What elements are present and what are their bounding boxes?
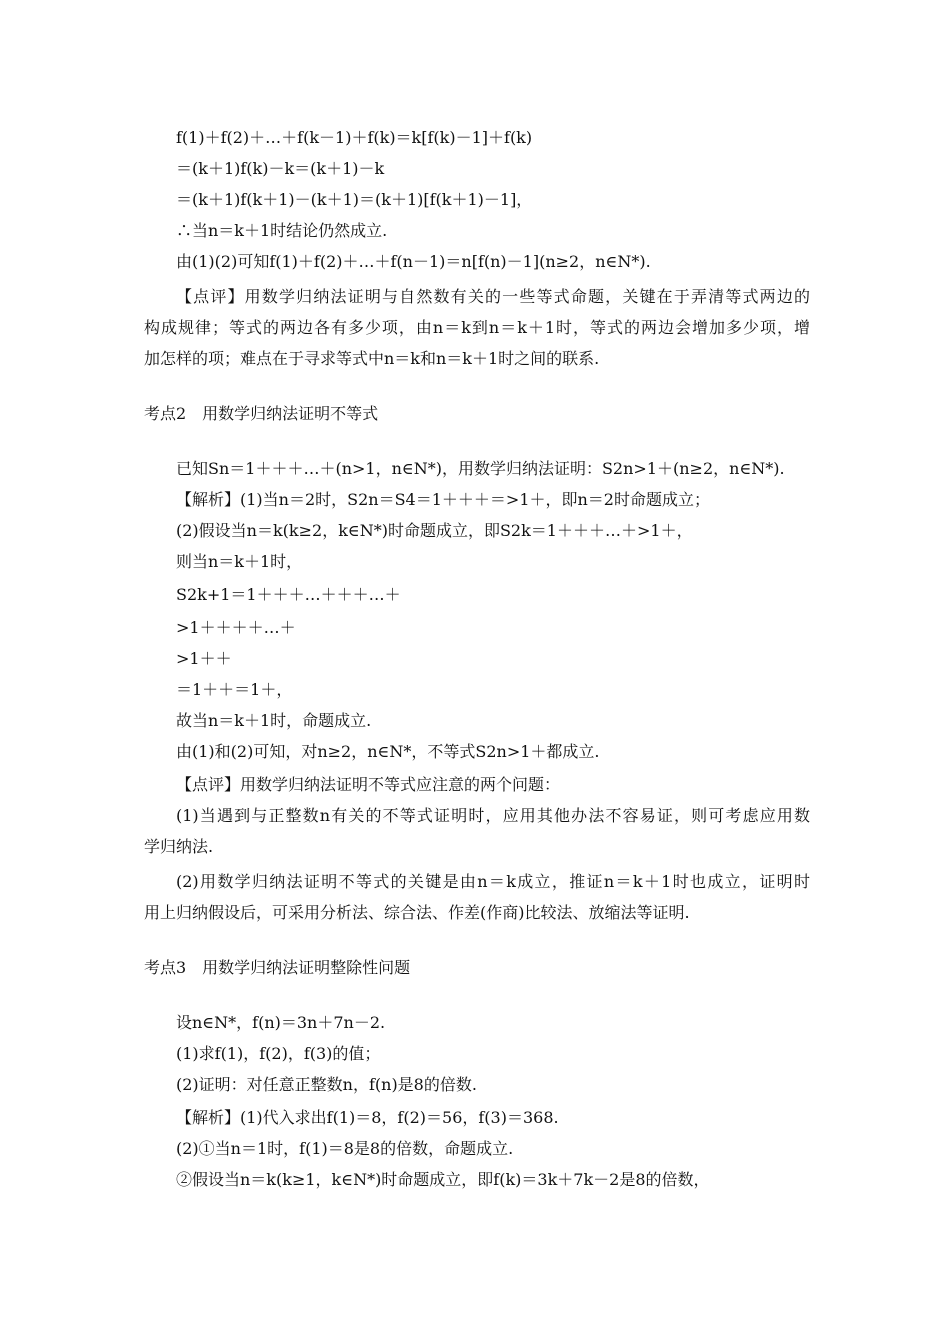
solution-line-7: ＝1＋＋＝1＋， [176, 680, 293, 699]
comment2-line-1: (1)当遇到与正整数n有关的不等式证明时，应用其他办法不容易证，则可考虑应用数 [176, 806, 810, 825]
comment-heading-2: 【点评】用数学归纳法证明不等式应注意的两个问题： [176, 775, 561, 794]
solution3-line-1: 【解析】(1)代入求出f(1)＝8，f(2)＝56，f(3)＝368. [176, 1108, 559, 1127]
solution-line-3: 则当n＝k＋1时， [176, 552, 303, 571]
solution3-line-2: (2)①当n＝1时，f(1)＝8是8的倍数，命题成立. [176, 1139, 514, 1158]
solution-line-5: >1＋＋＋＋…＋ [176, 618, 296, 637]
solution-line-2: (2)假设当n＝k(k≥2，k∈N*)时命题成立，即S2k＝1＋＋＋…＋>1＋， [176, 521, 693, 540]
section-heading-2: 考点2 用数学归纳法证明不等式 [144, 404, 379, 423]
problem3-part-1: (1)求f(1)，f(2)，f(3)的值； [176, 1044, 381, 1063]
solution3-line-3: ②假设当n＝k(k≥1，k∈N*)时命题成立，即f(k)＝3k＋7k－2是8的倍数， [176, 1170, 710, 1189]
problem-statement-3: 设n∈N*，f(n)＝3n＋7n－2. [176, 1013, 386, 1032]
solution-line-1: 【解析】(1)当n＝2时，S2n＝S4＝1＋＋＋＝>1＋，即n＝2时命题成立； [176, 490, 710, 509]
solution-line-4: S2k+1＝1＋＋＋…＋＋＋…＋ [176, 585, 401, 604]
comment-line-1: 【点评】用数学归纳法证明与自然数有关的一些等式命题，关键在于弄清等式两边的 [176, 287, 810, 306]
comment-line-2: 构成规律；等式的两边各有多少项，由n＝k到n＝k＋1时，等式的两边会增加多少项，增 [144, 318, 810, 337]
proof-line-3: ＝(k＋1)f(k＋1)－(k＋1)＝(k＋1)[f(k＋1)－1]， [176, 190, 533, 209]
solution-line-6: >1＋＋ [176, 649, 232, 668]
comment2-line-2: 学归纳法. [144, 837, 214, 856]
conclusion-line: ∴当n＝k＋1时结论仍然成立. [176, 221, 388, 240]
problem-statement-2: 已知Sn＝1＋＋＋…＋(n>1，n∈N*)，用数学归纳法证明：S2n>1＋(n≥2，n∈N*). [176, 459, 785, 478]
solution-line-8: 故当n＝k＋1时，命题成立. [176, 711, 372, 730]
comment2-line-3: (2)用数学归纳法证明不等式的关键是由n＝k成立，推证n＝k＋1时也成立，证明时 [176, 872, 810, 891]
comment-line-3: 加怎样的项；难点在于寻求等式中n＝k和n＝k＋1时之间的联系. [144, 349, 600, 368]
summary-line: 由(1)(2)可知f(1)＋f(2)＋…＋f(n－1)＝n[f(n)－1](n≥2，n∈N*). [176, 252, 651, 271]
section-heading-3: 考点3 用数学归纳法证明整除性问题 [144, 958, 411, 977]
solution-line-9: 由(1)和(2)可知，对n≥2，n∈N*，不等式S2n>1＋都成立. [176, 742, 600, 761]
comment2-line-4: 用上归纳假设后，可采用分析法、综合法、作差(作商)比较法、放缩法等证明. [144, 903, 690, 922]
proof-line-1: f(1)＋f(2)＋…＋f(k－1)＋f(k)＝k[f(k)－1]＋f(k) [176, 128, 533, 147]
problem3-part-2: (2)证明：对任意正整数n，f(n)是8的倍数. [176, 1075, 477, 1094]
proof-line-2: ＝(k＋1)f(k)－k＝(k＋1)－k [176, 159, 385, 178]
